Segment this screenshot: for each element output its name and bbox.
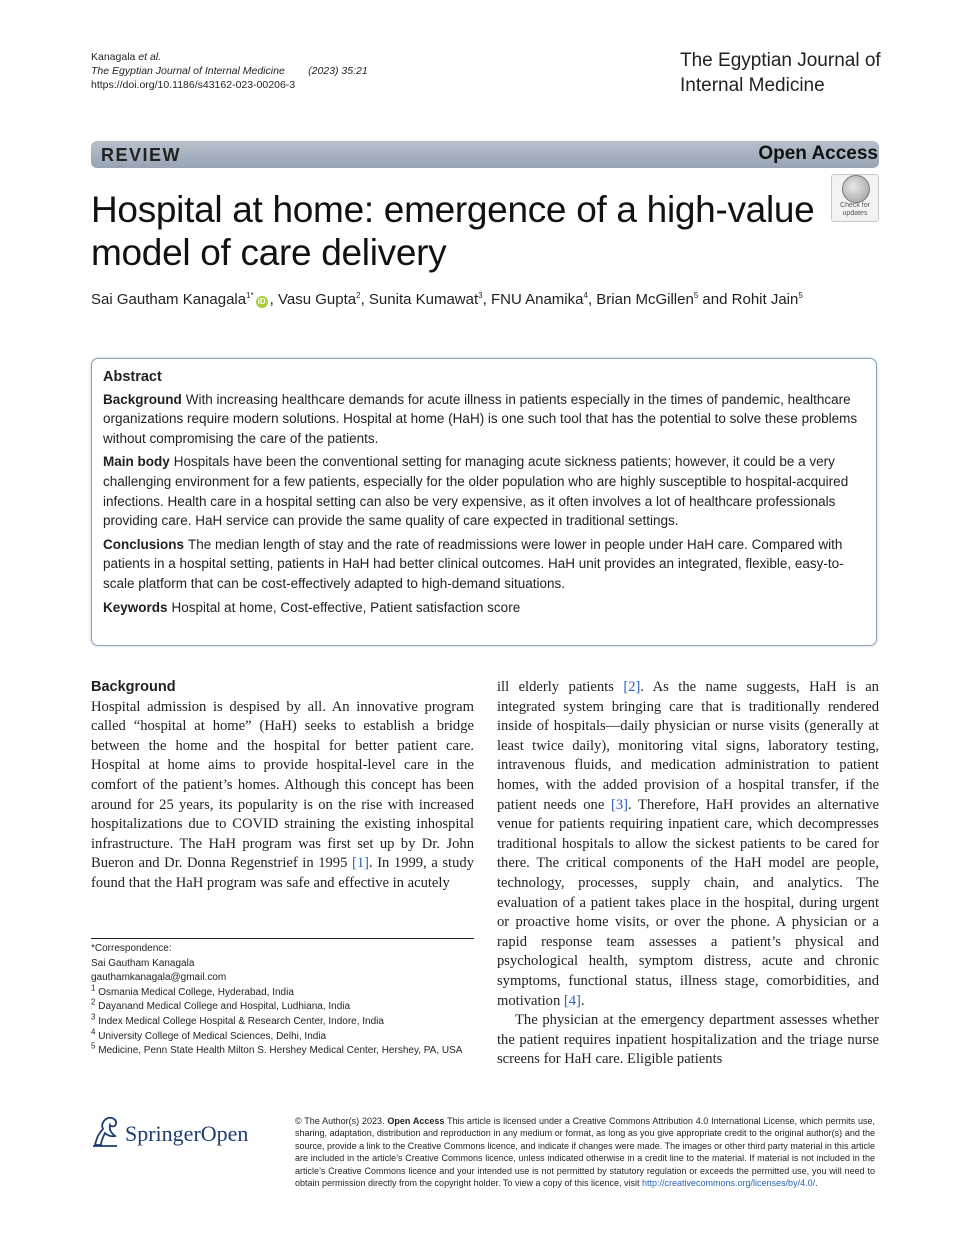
body-paragraph: The physician at the emergency department assesses whether the patient requires inpatient hospitalization and the triage nurse screens for HaH care. Eligible patients (497, 1012, 879, 1068)
license-end: . (815, 1178, 818, 1189)
orcid-icon[interactable]: iD (257, 297, 266, 306)
license-link[interactable]: http://creativecommons.org/licenses/by/4.0/ (642, 1178, 816, 1189)
author-sup: 5 (693, 291, 699, 300)
author-short: Kanagala (91, 51, 136, 63)
affiliation-text: Medicine, Penn State Health Milton S. Hershey Medical Center, Hershey, PA, USA (98, 1045, 463, 1057)
body-text: . (580, 992, 585, 1009)
correspondence-name: Sai Gautham Kanagala (91, 957, 195, 969)
body-left-column (91, 678, 474, 894)
abstract-section (103, 452, 861, 530)
affiliation-num: 3 (91, 1012, 96, 1022)
abstract-text: Hospitals have been the conventional setting for managing acute sickness patients; however, it could be a very challenging environment for a few patients, especially for the older population who are highly susceptible to hospital-acquired infections. Health care in a hospital setting can also be very expensive, as it often involves a lot of healthcare professionals providing care. HaH service can provide the same quality of care expected in traditional settings. (103, 454, 849, 529)
abstract (103, 368, 861, 621)
affiliation-num: 1 (91, 983, 96, 993)
license-notice (295, 1115, 875, 1189)
affiliation (91, 1012, 474, 1030)
article-title: Hospital at home: emergence of a high-value model of care delivery (91, 189, 815, 273)
body-right-column (497, 678, 879, 1070)
author-sup: 3 (478, 291, 483, 300)
abstract-label: Main body (103, 454, 170, 470)
affiliation-text: Osmania Medical College, Hyderabad, India (98, 986, 294, 998)
author-list: Sai Gautham Kanagala$^{1*}$iD , Vasu Gupta$^2$, Sunita Kumawat$^3$, FNU Anamika$^4$, Brian McGillen$^5$ and Rohit Jain$^5$ (91, 291, 803, 308)
abstract-label: Background (103, 391, 182, 407)
affiliation-text: Index Medical College Hospital & Research Center, Indore, India (98, 1015, 384, 1027)
author-name: FNU Anamika (490, 291, 584, 308)
body-text: Hospital admission is despised by all. An innovative program called “hospital at home” (HaH) seeks to establish a bridge between the home and the hospital for better patient care. Hospital at home aims to provide hospital-level care in the comfort of the patient’s homes. Although this concept has been around for 25 years, its popularity is on the rise with increased hospitalizations due to COVID straining the existing inhospital infrastructure. The HaH program was first set up by Dr. John Bueron and Dr. Donna Regenstrief in 1995 (91, 698, 474, 872)
check-updates-text: Check for updates (840, 202, 870, 217)
body-text: . Therefore, HaH provides an alternative venue for patients requiring inpatient care, which decompresses traditional hospitals to allow the sickest patients to be cared for there. The critical components of the HaH model are people, technology, processes, supply chain, and analytics. The evaluation of a patient takes place in the hospital, during urgent or proactive home visits, or over the phone. A physician or a rapid response team assesses a patient’s physical and psychological health, symptom distress, acute and chronic symptoms, functional status, illness stage, comorbidities, and motivation (497, 796, 879, 1009)
affiliation-text: Dayanand Medical College and Hospital, Ludhiana, India (98, 1001, 351, 1013)
author-name: Brian McGillen (596, 291, 694, 308)
author-sup: 1* (246, 291, 254, 300)
body-text: . In 1999, a study found that the HaH program was safe and effective in acutely (91, 855, 474, 891)
citation-link[interactable]: [3] (610, 796, 628, 813)
abstract-text: Hospital at home, Cost-effective, Patient satisfaction score (171, 599, 521, 615)
affiliation (91, 1027, 474, 1045)
affiliation-text: University College of Medical Sciences, Delhi, India (98, 1030, 327, 1042)
body-text: ill elderly patients (497, 679, 624, 695)
abstract-label: Conclusions (103, 536, 185, 552)
footnotes (91, 942, 474, 1059)
author-name: Vasu Gupta (278, 291, 357, 308)
license-open-access: Open Access (387, 1116, 445, 1126)
author-sup: 4 (583, 291, 588, 300)
publisher-suffix: Open (200, 1121, 249, 1146)
body-text: . As the name suggests, HaH is an integrated system bringing care that is traditionally rendered inside of hospitals—daily physician or nurse visits (generally at least twice daily), monitoring vital signs, laboratory testing, intravenous fluids, and medication administration to patient homes, with the added provision of a hospital transfer, if the patient needs one (497, 679, 879, 813)
article-type-label: REVIEW (101, 145, 182, 165)
body-paragraph (91, 698, 474, 894)
affiliation (91, 1000, 474, 1015)
check-for-updates-badge[interactable] (831, 174, 879, 222)
abstract-section (103, 598, 861, 618)
affiliation-num: 2 (91, 998, 96, 1008)
citation-link[interactable]: [2] (623, 679, 641, 695)
publisher-name: Springer (125, 1121, 201, 1146)
affiliation (91, 983, 474, 1001)
citation-link[interactable]: [4] (563, 992, 581, 1009)
affiliation (91, 1041, 474, 1059)
author-sup: 2 (356, 291, 361, 300)
license-prefix: © The Author(s) 2023. (295, 1116, 385, 1126)
year-volume: (2023) 35:21 (308, 65, 368, 77)
body-paragraph (497, 678, 879, 1011)
affiliation-num: 5 (91, 1041, 96, 1051)
license-text: This article is licensed under a Creative Commons Attribution 4.0 International License, which permits use, sharing, adaptation, distribution and reproduction in any medium or format, as long as you give appropriate credit to the original author(s) and the source, provide a link to the Creative Commons licence, and indicate if changes were made. The images or other third party material in this article are included in the article’s Creative Commons licence, unless indicated otherwise in a credit line to the material. If material is not included in the article’s Creative Commons licence and your intended use is not permitted by statutory regulation or exceeds the permitted use, you will need to obtain permission directly from the copyright holder. To view a copy of this licence, visit (295, 1116, 875, 1189)
abstract-text: The median length of stay and the rate of readmissions were lower in people under HaH care. Compared with patients in a hospital setting, patients in HaH had better clinical outcomes. HaH unit provides an integrated, flexible, easy-to-scale platform that can be cost-effectively adapted to high-demand situations. (103, 536, 844, 591)
springer-open-logo (91, 1115, 281, 1155)
affiliation-num: 4 (91, 1027, 96, 1037)
citation-link[interactable]: [1] (351, 855, 369, 872)
abstract-section (103, 390, 861, 449)
springer-horse-icon (91, 1115, 121, 1149)
correspondence-label: *Correspondence: (91, 943, 172, 954)
journal-citation: The Egyptian Journal of Internal Medicine (91, 65, 285, 77)
abstract-label: Keywords (103, 599, 168, 615)
citation-meta (91, 50, 368, 92)
author-name: Sai Gautham Kanagala (91, 291, 247, 308)
abstract-heading: Abstract (103, 369, 162, 385)
open-access-label: Open Access (758, 143, 878, 164)
journal-name: The Egyptian Journal of Internal Medicine (680, 50, 881, 96)
abstract-section (103, 535, 861, 594)
correspondence-email[interactable]: gauthamkanagala@gmail.com (91, 972, 227, 984)
author-name: Sunita Kumawat (368, 291, 479, 308)
check-updates-icon (842, 175, 870, 203)
section-heading: Background (91, 679, 176, 695)
author-name: Rohit Jain (731, 291, 799, 308)
doi-link[interactable]: https://doi.org/10.1186/s43162-023-00206-3 (91, 79, 296, 91)
abstract-text: With increasing healthcare demands for acute illness in patients especially in the times of pandemic, healthcare organizations require modern solutions. Hospital at home (HaH) is one such tool that has the potential to solve these problems without compromising the care of the patients. (103, 391, 858, 446)
et-al: et al. (138, 51, 162, 63)
footnote-divider (91, 938, 474, 939)
author-sup: 5 (798, 291, 803, 300)
